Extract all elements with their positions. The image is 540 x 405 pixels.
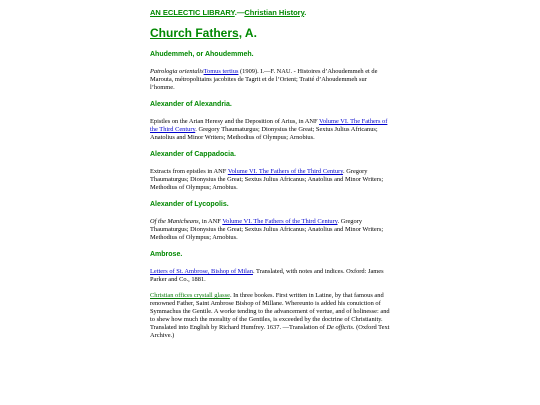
breadcrumb-end: . bbox=[304, 8, 307, 17]
work-link[interactable]: Christian offices crystall glasse bbox=[150, 292, 230, 299]
paragraph-text: . In three bookes. First written in Latine, by that famous and renowned Father, Saint Ambrose Bishop of Millane. Whereunto is added his conuiction of Symmachus the Gentile. A worke tending to the advancement of vertue, and of holinesse: and to shew how much the morality of the Gentiles, is exceeded by the doctrine of Christianity. Translated into English by Richard Humfrey. 1637. —Translation of bbox=[150, 292, 390, 331]
entry-paragraph bbox=[150, 292, 390, 340]
entries-list bbox=[150, 50, 390, 340]
paragraph-text: Extracts from epistles in ANF bbox=[150, 168, 228, 175]
entry-heading: Alexander of Cappadocia. bbox=[150, 151, 236, 158]
entry-paragraph bbox=[150, 168, 390, 192]
christian-history-link[interactable]: Christian History bbox=[244, 8, 305, 17]
paragraph-text: , in ANF bbox=[198, 218, 223, 225]
breadcrumb bbox=[150, 8, 390, 18]
entry-heading: Alexander of Lycopolis. bbox=[150, 201, 229, 208]
entry-paragraph bbox=[150, 118, 390, 142]
paragraph-text: (1909). I.—F. NAU. - Histoires d’Ahoudemmeh et de Marouta, métropolitains jacobites de Tagrit et de l’Orient; Traité d’Ahoudemmeh sur l’homme. bbox=[150, 68, 378, 91]
paragraph-text: . Gregory Thaumaturgus; Dionysius the Great; Sextus Julius Africanus; Anatolius and Minor Writers; Methodius of Olympus; Arnobius. bbox=[150, 218, 384, 241]
library-link[interactable]: AN ECLECTIC LIBRARY bbox=[150, 8, 235, 17]
entry-paragraph bbox=[150, 218, 390, 242]
church-fathers-link[interactable]: Church Fathers bbox=[150, 26, 239, 40]
work-link[interactable]: Volume VI. The Fathers of the Third Century bbox=[150, 118, 388, 133]
work-link[interactable]: Tomus tertius bbox=[203, 68, 239, 75]
work-title: Of the Manicheans bbox=[150, 218, 199, 225]
entry-paragraph bbox=[150, 68, 390, 92]
work-title: Patrologia orientalis bbox=[150, 68, 204, 75]
page-title-suffix: , A. bbox=[238, 26, 257, 40]
entry-heading: Ambrose. bbox=[150, 251, 183, 258]
work-title: De officiis bbox=[326, 324, 353, 331]
page-title bbox=[150, 26, 390, 40]
paragraph-text: . Gregory Thaumaturgus; Dionysius the Great; Sextus Julius Africanus; Anatolius and Minor Writers; Methodius of Olympus; Arnobius. bbox=[150, 126, 378, 141]
paragraph-text: . Translated, with notes and indices. Oxford: James Parker and Co., 1881. bbox=[150, 268, 384, 283]
work-link[interactable]: Letters of St. Ambrose, Bishop of Milan bbox=[150, 268, 253, 275]
entry-heading: Ahudemmeh, or Ahoudemmeh. bbox=[150, 51, 254, 58]
work-link[interactable]: Volume VI. The Fathers of the Third Century bbox=[227, 168, 344, 175]
paragraph-text: . (Oxford Text Archive.) bbox=[150, 324, 390, 339]
work-link[interactable]: Volume VI. The Fathers of the Third Century bbox=[222, 218, 338, 225]
paragraph-text: Epistles on the Arian Heresy and the Deposition of Arius, in ANF bbox=[150, 118, 320, 125]
paragraph-text: . Gregory Thaumaturgus; Dionysius the Great; Sextus Julius Africanus; Anatolius and Minor Writers; Methodius of Olympus; Arnobius. bbox=[150, 168, 384, 191]
breadcrumb-separator: .— bbox=[234, 8, 245, 17]
document-page bbox=[150, 8, 390, 348]
entry-heading: Alexander of Alexandria. bbox=[150, 101, 232, 108]
entry-paragraph bbox=[150, 268, 390, 284]
